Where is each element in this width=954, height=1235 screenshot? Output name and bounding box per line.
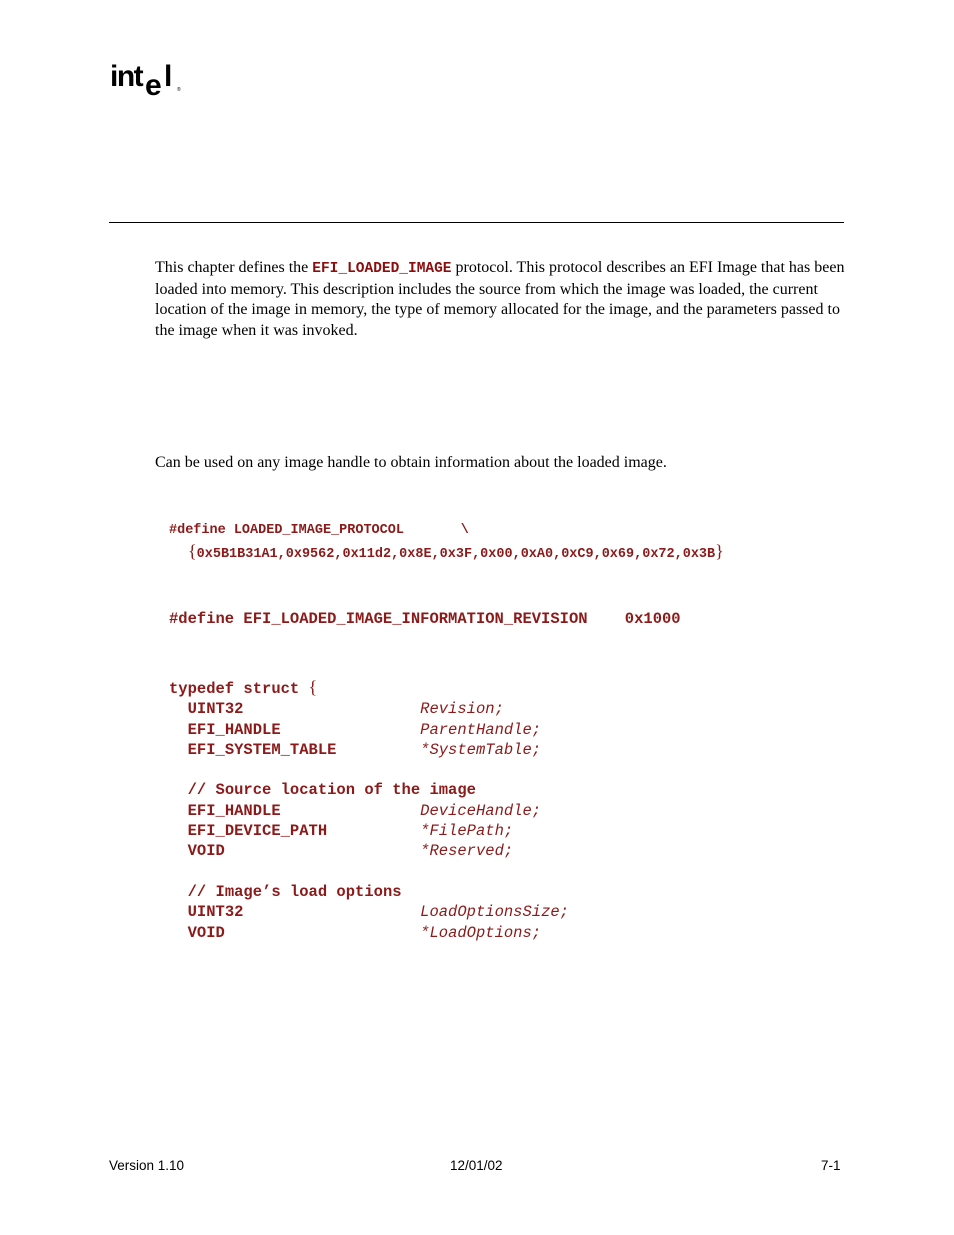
struct-comment-source: // Source location of the image (187, 781, 476, 800)
intro-text-after: protocol. This protocol describes an EFI Image that has been loaded into memory. This description includes the source from which the image was loaded, the current location of the image in memory, the type of memory allocated for the image, and the parameters passed to the image when it was invoked. (155, 259, 845, 340)
struct-definition (169, 677, 569, 943)
struct-open: typedef struct (169, 680, 300, 698)
field-name: *LoadOptions; (420, 923, 542, 942)
field-name: *SystemTable; (420, 740, 542, 759)
guid-line-continuation: \ (460, 523, 469, 538)
field-type: EFI_HANDLE (187, 801, 281, 820)
field-type: EFI_HANDLE (187, 720, 281, 739)
field-name: LoadOptionsSize; (420, 903, 569, 922)
field-type: UINT32 (187, 700, 244, 719)
svg-text:®: ® (177, 87, 181, 93)
guid-define-keyword: #define (169, 523, 226, 538)
svg-text:l: l (164, 60, 173, 93)
field-type: VOID (187, 842, 225, 861)
field-type: EFI_SYSTEM_TABLE (187, 740, 337, 759)
field-type: VOID (187, 923, 225, 942)
field-name: *Reserved; (420, 842, 514, 861)
revision-value: 0x1000 (624, 610, 681, 628)
field-name: *FilePath; (420, 822, 514, 841)
usage-description: Can be used on any image handle to obtain information about the loaded image. (155, 454, 667, 471)
footer-page-number: 7-1 (821, 1158, 841, 1173)
intro-protocol-name: EFI_LOADED_IMAGE (312, 261, 452, 277)
struct-comment-load-options: // Image’s load options (187, 882, 402, 901)
header-rule (109, 222, 844, 223)
guid-values-line (188, 541, 724, 565)
intro-paragraph (155, 258, 845, 342)
footer-version: Version 1.10 (109, 1158, 185, 1173)
guid-define-name: LOADED_IMAGE_PROTOCOL (233, 523, 404, 538)
field-name: Revision; (420, 700, 504, 719)
guid-open-brace: { (188, 541, 197, 561)
field-type: EFI_DEVICE_PATH (187, 822, 328, 841)
svg-text:e: e (145, 69, 162, 102)
guid-close-brace: } (715, 541, 724, 561)
field-name: ParentHandle; (420, 720, 542, 739)
guid-define-line (169, 521, 469, 541)
intro-text-before: This chapter defines the (155, 259, 313, 276)
intel-logo (108, 56, 188, 102)
svg-text:int: int (110, 60, 143, 93)
field-type: UINT32 (187, 903, 244, 922)
revision-define-line (169, 609, 681, 629)
guid-values: 0x5B1B31A1,0x9562,0x11d2,0x8E,0x3F,0x00,0xA0,0xC9,0x69,0x72,0x3B (196, 547, 716, 562)
field-name: DeviceHandle; (420, 801, 542, 820)
revision-define: #define EFI_LOADED_IMAGE_INFORMATION_REVISION (169, 610, 588, 628)
footer-date: 12/01/02 (450, 1158, 503, 1173)
struct-open-brace: { (308, 677, 318, 697)
